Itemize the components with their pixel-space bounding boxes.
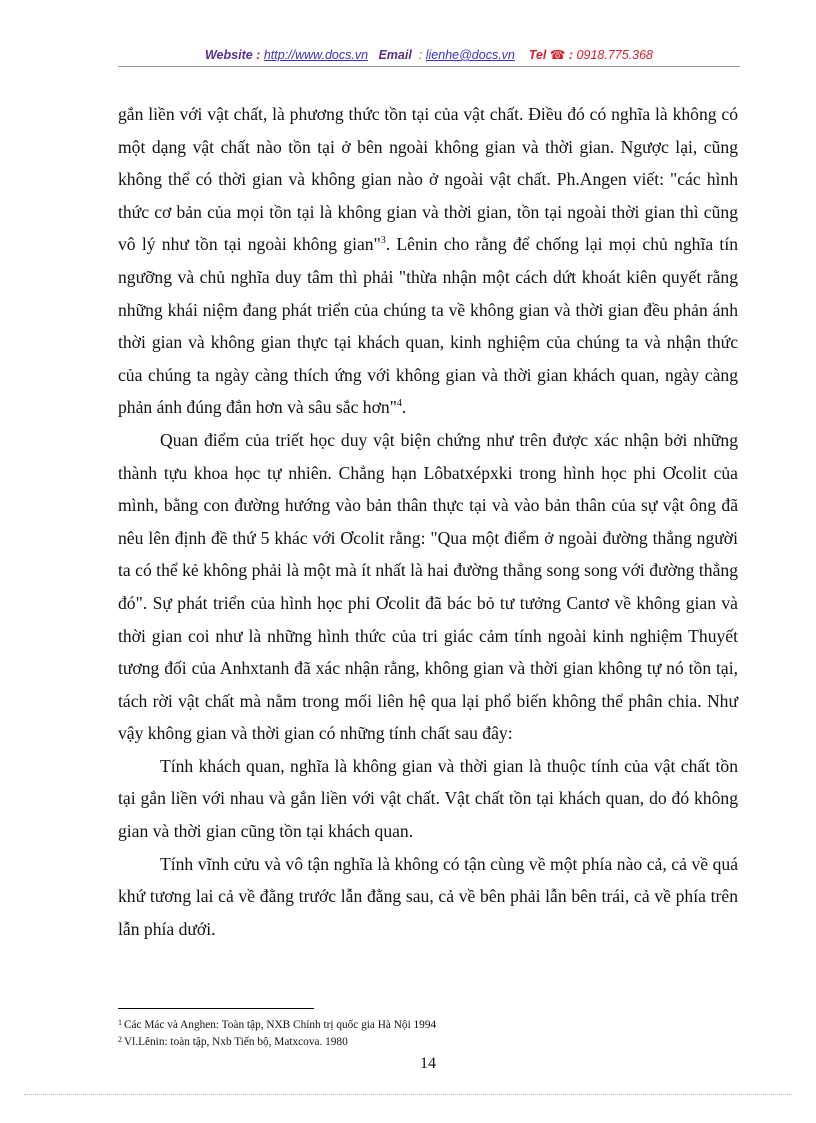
page-header	[118, 47, 740, 67]
header-divider	[118, 66, 740, 67]
paragraph-3: Tính khách quan, nghĩa là không gian và thời gian là thuộc tính của vật chất tồn tại gắn liền với nhau và gắn liền với vật chất. Vật chất tồn tại khách quan, do đó không gian và thời gian cũng tồn tại khách quan.	[118, 755, 738, 842]
paragraph-4: Tính vĩnh cửu và vô tận nghĩa là không có tận cùng về một phía nào cả, cả về quá khứ tương lai cả về đằng trước lẫn đằng sau, cả về bên phải lẫn bên trái, cả về phía trên lẫn phía dưới.	[118, 853, 738, 939]
paragraph-1: gắn liền với vật chất, là phương thức tồn tại của vật chất. Điều đó có nghĩa là không có một dạng vật chất nào tồn tại ở bên ngoài không gian và thời gian. Ngược lại, cũng không thể có thời gian và không gian nào ở ngoài vật chất. Ph.Angen viết: "các hình thức cơ bản của mọi tồn tại là không gian và thời gian, tồn tại ngoài thời gian thì cũng vô lý như tồn tại ngoài không gian"$^3$. Lênin cho rằng để chống lại mọi chủ nghĩa tín ngưỡng và chủ nghĩa duy tâm thì phải "thừa nhận một cách dứt khoát kiên quyết rằng những khái niệm đang phát triển của chúng ta về không gian và thời gian đều phản ánh thời gian và không gian thực tại khách quan, kinh nghiệm của chúng ta và nhận thức của chúng ta ngày càng thích ứng với không gian và thời gian khách quan, ngày càng phản ánh đúng đắn hơn và sâu sắc hơn"$^4$.	[118, 104, 738, 418]
footnote-ref-3: 3	[380, 235, 386, 247]
email-label: Email	[378, 48, 412, 62]
footnote-divider	[118, 1008, 314, 1009]
footnotes	[118, 1016, 738, 1049]
footnote-text: Vl.Lênin: toàn tập, Nxb Tiến bộ, Matxcova. 1980	[124, 1035, 348, 1048]
footnote-number: 2	[118, 1034, 122, 1044]
paragraph-2: Quan điểm của triết học duy vật biện chứng như trên được xác nhận bởi những thành tựu khoa học tự nhiên. Chẳng hạn Lôbatxépxki trong hình học phi Ơcolit của mình, bằng con đường hướng vào bản thân thực tại và vào bản thân của sự vật ông đã nêu lên định đề thứ 5 khác với Ơcolit rằng: "Qua một điểm ở ngoài đường thẳng người ta có thể kẻ không phải là một mà ít nhất là hai đường thẳng song song với đường thẳng đó". Sự phát triển của hình học phi Ơcolit đã bác bỏ tư tưởng Cantơ về không gian và thời gian coi như là những hình thức của tri giác cảm tính ngoài kinh nghiệm Thuyết tương đối của Anhxtanh đã xác nhận rằng, không gian và thời gian không tự nó tồn tại, tách rời vật chất mà nằm trong mối liên hệ qua lại phổ biến không thể phân chia. Như vậy không gian và thời gian có những tính chất sau đây:	[118, 429, 738, 744]
page-bottom-border	[24, 1094, 792, 1095]
footnote-2	[118, 1033, 738, 1050]
tel-value: 0918.775.368	[576, 48, 654, 62]
email-link[interactable]: lienhe@docs.vn	[425, 48, 515, 62]
footnote-ref-4: 4	[396, 398, 402, 410]
email-separator: :	[418, 48, 423, 62]
tel-label: Tel ☎ :	[528, 48, 574, 62]
website-label: Website :	[204, 48, 261, 62]
footnote-number: 1	[118, 1018, 122, 1027]
footnote-1	[118, 1016, 738, 1033]
footnote-text: Các Mác và Anghen: Toàn tập, NXB Chính trị quốc gia Hà Nội 1994	[124, 1019, 437, 1031]
document-body	[118, 98, 738, 945]
page-number: 14	[420, 1055, 436, 1072]
website-link[interactable]: http://www.docs.vn	[263, 48, 369, 62]
